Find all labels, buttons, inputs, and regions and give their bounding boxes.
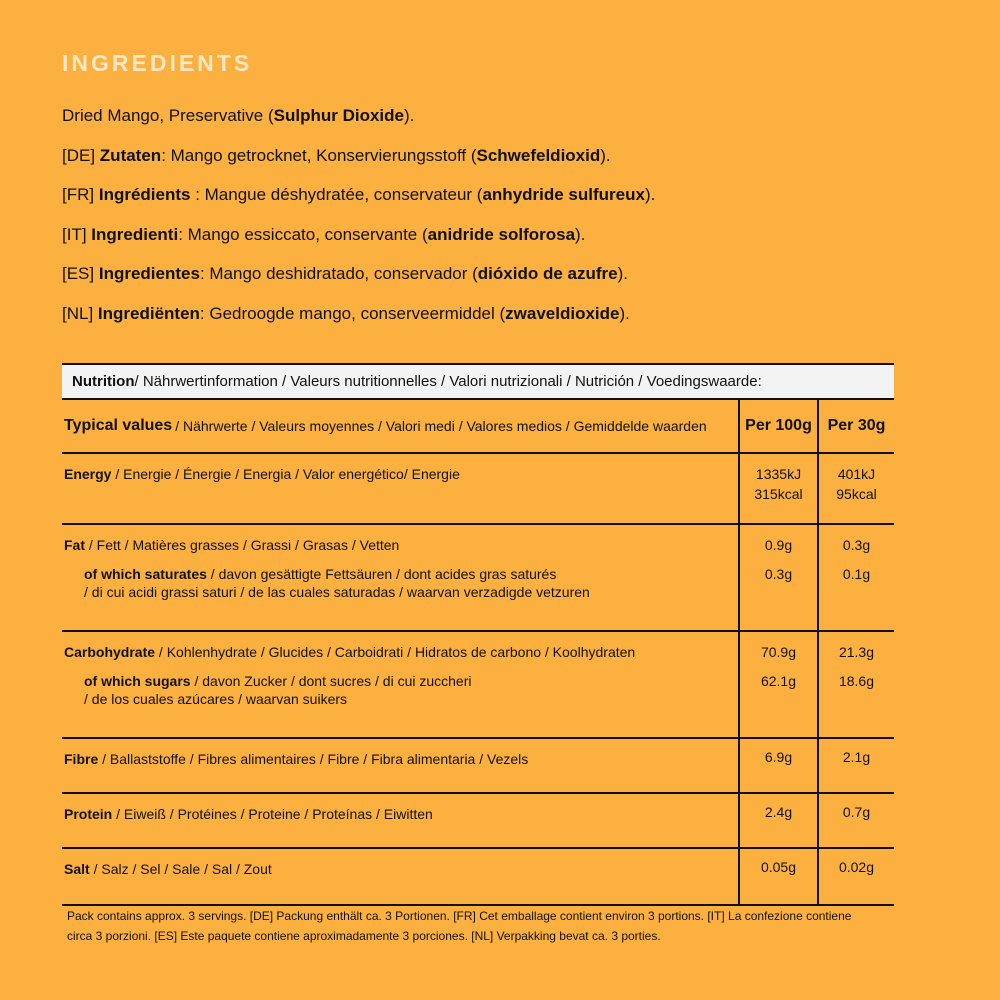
ingredient-line-en — [62, 103, 962, 143]
table-row-carbohydrate — [62, 632, 894, 739]
energy-per-30g — [817, 454, 894, 523]
fibre-per-30g: 2.1g — [817, 739, 894, 792]
protein-per-30g: 0.7g — [817, 794, 894, 847]
servings-note — [67, 906, 927, 946]
sugars-bold: of which sugars — [84, 673, 191, 689]
energy-kcal-100: 315kcal — [754, 486, 803, 502]
sugars-rest2: / de los cuales azúcares / waarvan suikers — [84, 691, 348, 707]
fibre-bold: Fibre — [64, 751, 99, 767]
table-row-energy — [62, 454, 894, 525]
allergen: zwaveldioxide — [505, 303, 620, 323]
fat-per-100g — [738, 525, 817, 630]
ingredient-line-nl — [62, 301, 962, 341]
saturates-bold: of which saturates — [84, 566, 207, 582]
carb-100: 70.9g — [760, 644, 797, 660]
carb-per-100g — [738, 632, 817, 737]
sugars-label — [64, 672, 738, 708]
ingredient-line-fr — [62, 182, 962, 222]
allergen: Sulphur Dioxide — [273, 106, 404, 125]
carbohydrate-label — [62, 632, 738, 737]
table-row-fat — [62, 525, 894, 632]
ingredients-heading: INGREDIENTS — [62, 50, 253, 76]
ingredient-text: : Mango getrocknet, Konservierungsstoff ( — [161, 145, 477, 165]
ingredient-text: Dried Mango, Preservative ( — [62, 106, 274, 125]
ingredient-line-de — [62, 143, 962, 183]
carb-bold: Carbohydrate — [64, 644, 156, 660]
fibre-per-100g: 6.9g — [738, 739, 817, 792]
fat-rest: / Fett / Matières grasses / Grassi / Grasas / Vetten — [85, 537, 400, 553]
fat-30: 0.3g — [842, 537, 871, 553]
energy-bold: Energy — [64, 466, 112, 482]
ingredient-end: ). — [600, 145, 611, 165]
table-row-fibre — [62, 739, 894, 794]
ingredient-text: : Gedroogde mango, conserveermiddel ( — [199, 303, 506, 323]
salt-rest: / Salz / Sel / Sale / Sal / Zout — [89, 861, 272, 877]
energy-label — [62, 454, 738, 523]
allergen: anidride solforosa — [427, 224, 576, 244]
saturates-label — [64, 565, 738, 601]
ingredient-end: ). — [403, 106, 415, 125]
allergen: anhydride sulfureux — [482, 185, 645, 204]
nutrition-table — [62, 363, 894, 906]
ingredient-label: Ingrédients — [98, 185, 191, 204]
energy-per-100g — [738, 454, 817, 523]
sugars-100: 62.1g — [760, 673, 797, 689]
sugars-30: 18.6g — [838, 673, 875, 689]
protein-per-100g: 2.4g — [738, 794, 817, 847]
ingredients-list — [62, 103, 962, 340]
carb-rest: / Kohlenhydrate / Glucides / Carboidrati / Hidratos de carbono / Koolhydraten — [155, 644, 636, 660]
ingredient-text: : Mangue déshydratée, conservateur ( — [190, 185, 483, 204]
ingredient-text: : Mango deshidratado, conservador ( — [199, 264, 478, 283]
energy-rest: / Energie / Énergie / Energia / Valor energético/ Energie — [111, 466, 460, 482]
fat-bold: Fat — [64, 537, 85, 553]
nutrition-title-bold: Nutrition — [72, 373, 135, 390]
fibre-label — [62, 739, 738, 792]
protein-label — [62, 794, 738, 847]
saturates-30: 0.1g — [842, 566, 871, 582]
lang-prefix: [DE] — [62, 145, 100, 165]
typical-values-label — [62, 400, 738, 452]
ingredient-text: : Mango essiccato, conservante ( — [178, 224, 428, 244]
ingredient-end: ). — [575, 224, 586, 244]
typical-rest: / Nährwerte / Valeurs moyennes / Valori medi / Valores medios / Gemiddelde waarden — [175, 418, 707, 434]
salt-per-30g: 0.02g — [817, 849, 894, 904]
saturates-100: 0.3g — [764, 566, 793, 582]
table-header-row — [62, 400, 894, 454]
energy-kj-100: 1335kJ — [755, 466, 802, 482]
energy-kj-30: 401kJ — [837, 466, 876, 482]
table-row-salt — [62, 849, 894, 904]
ingredient-line-es — [62, 261, 962, 301]
allergen: Schwefeldioxid — [476, 145, 601, 165]
fat-label — [62, 525, 738, 630]
salt-per-100g: 0.05g — [738, 849, 817, 904]
salt-bold: Salt — [64, 861, 90, 877]
ingredient-label: Ingredienti — [91, 224, 179, 244]
fat-per-30g — [817, 525, 894, 630]
carb-per-30g — [817, 632, 894, 737]
protein-bold: Protein — [64, 806, 113, 822]
saturates-rest2: / di cui acidi grassi saturi / de las cuales saturadas / waarvan verzadigde vetzuren — [84, 584, 590, 600]
nutrition-title — [62, 365, 894, 400]
allergen: dióxido de azufre — [477, 264, 618, 283]
salt-label — [62, 849, 738, 904]
ingredient-label: Zutaten — [99, 145, 162, 165]
energy-kcal-30: 95kcal — [836, 486, 877, 502]
protein-rest: / Eiweiß / Protéines / Proteine / Proteínas / Eiwitten — [112, 806, 433, 822]
saturates-rest1: / davon gesättigte Fettsäuren / dont acides gras saturés — [206, 566, 557, 582]
lang-prefix: [IT] — [62, 224, 92, 244]
ingredient-label: Ingrediënten — [97, 303, 200, 323]
col-per-100g: Per 100g — [738, 400, 817, 452]
servings-note-line2: circa 3 porzioni. [ES] Este paquete contiene aproximadamente 3 porciones. [NL] Verpakking bevat ca. 3 porties. — [67, 929, 661, 943]
nutrition-title-rest: / Nährwertinformation / Valeurs nutritionnelles / Valori nutrizionali / Nutrición / Voedingswaarde: — [134, 373, 762, 390]
ingredient-end: ). — [619, 303, 630, 323]
fibre-rest: / Ballaststoffe / Fibres alimentaires / Fibre / Fibra alimentaria / Vezels — [98, 751, 529, 767]
typical-bold: Typical values — [64, 417, 173, 434]
fat-100: 0.9g — [764, 537, 793, 553]
col-per-30g: Per 30g — [817, 400, 894, 452]
carb-30: 21.3g — [838, 644, 875, 660]
table-row-protein — [62, 794, 894, 849]
ingredient-end: ). — [617, 264, 628, 283]
ingredient-end: ). — [644, 185, 656, 204]
servings-note-line1: Pack contains approx. 3 servings. [DE] Packung enthält ca. 3 Portionen. [FR] Cet emballage contient environ 3 portions. [IT] La confezione contiene — [67, 909, 852, 923]
lang-prefix: [FR] — [62, 185, 99, 204]
ingredient-line-it — [62, 222, 962, 262]
lang-prefix: [NL] — [62, 303, 98, 323]
ingredient-label: Ingredientes — [98, 264, 200, 283]
lang-prefix: [ES] — [62, 264, 99, 283]
sugars-rest1: / davon Zucker / dont sucres / di cui zuccheri — [190, 673, 472, 689]
